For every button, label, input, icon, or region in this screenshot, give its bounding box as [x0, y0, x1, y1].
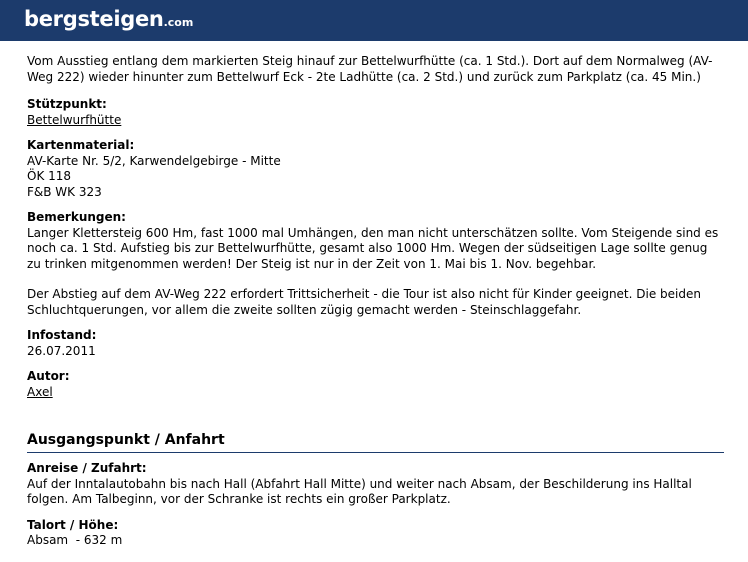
- infostand-value: 26.07.2011: [27, 343, 96, 358]
- anreise-text: Auf der Inntalautobahn bis nach Hall (Abfahrt Hall Mitte) und weiter nach Absam, der Beschilderung ins Halltal folgen. Am Talbeginn, vor der Schranke ist rechts ein großer Parkplatz.: [27, 476, 692, 506]
- autor-section: [27, 369, 724, 400]
- talort-value: Absam - 632 m: [27, 533, 123, 547]
- stuetzpunkt-section: [27, 97, 724, 128]
- bemerkungen-paragraph: Langer Klettersteig 600 Hm, fast 1000 mal Umhängen, den man nicht unterschätzen sollte. Vom Steigende sind es noch ca. 1 Std. Aufstieg bis zur Bettelwurfhütte, gesamt also 1000 Hm. Wegen der südseitigen Lage sollte genug zu trinken mitgenommen werden! Der Steig ist nur in der Zeit von 1. Mai bis 1. Nov. begehbar.: [27, 225, 719, 271]
- bemerkungen-label: Bemerkungen:: [27, 210, 126, 224]
- talort-section: [27, 518, 724, 549]
- map-line: F&B WK 323: [27, 184, 102, 199]
- bemerkungen-section: [27, 210, 724, 318]
- map-line: AV-Karte Nr. 5/2, Karwendelgebirge - Mitte: [27, 153, 281, 168]
- header-bar: [0, 0, 748, 41]
- ausgangspunkt-heading: Ausgangspunkt / Anfahrt: [27, 432, 225, 448]
- kartenmaterial-section: [27, 138, 724, 200]
- bemerkungen-paragraph: Der Abstieg auf dem AV-Weg 222 erfordert Trittsicherheit - die Tour ist also nicht für Kinder geeignet. Die beiden Schluchtquerungen, vor allem die zweite sollten zügig gemacht werden - Steinschlaggefahr.: [27, 287, 701, 317]
- site-logo[interactable]: [24, 6, 193, 36]
- infostand-section: [27, 328, 724, 359]
- route-description: Vom Ausstieg entlang dem markierten Steig hinauf zur Bettelwurfhütte (ca. 1 Std.). Dort auf dem Normalweg (AV-Weg 222) wieder hinunter zum Bettelwurf Eck - 2te Ladhütte (ca. 2 Std.) und zurück zum Parkplatz (ca. 45 Min.): [27, 54, 713, 84]
- main-content: [0, 41, 748, 549]
- ausgangspunkt-heading-wrap: [27, 431, 724, 453]
- map-line: ÖK 118: [27, 169, 72, 183]
- anreise-label: Anreise / Zufahrt:: [27, 461, 147, 475]
- stuetzpunkt-label: Stützpunkt:: [27, 97, 107, 111]
- stuetzpunkt-link[interactable]: Bettelwurfhütte: [27, 112, 122, 127]
- logo-text: bergsteigen: [24, 7, 164, 31]
- logo-suffix: .com: [163, 16, 194, 29]
- anreise-section: [27, 461, 724, 508]
- autor-link[interactable]: Axel: [27, 384, 53, 399]
- infostand-label: Infostand:: [27, 328, 97, 342]
- autor-label: Autor:: [27, 369, 70, 383]
- kartenmaterial-label: Kartenmaterial:: [27, 138, 135, 152]
- talort-label: Talort / Höhe:: [27, 517, 119, 532]
